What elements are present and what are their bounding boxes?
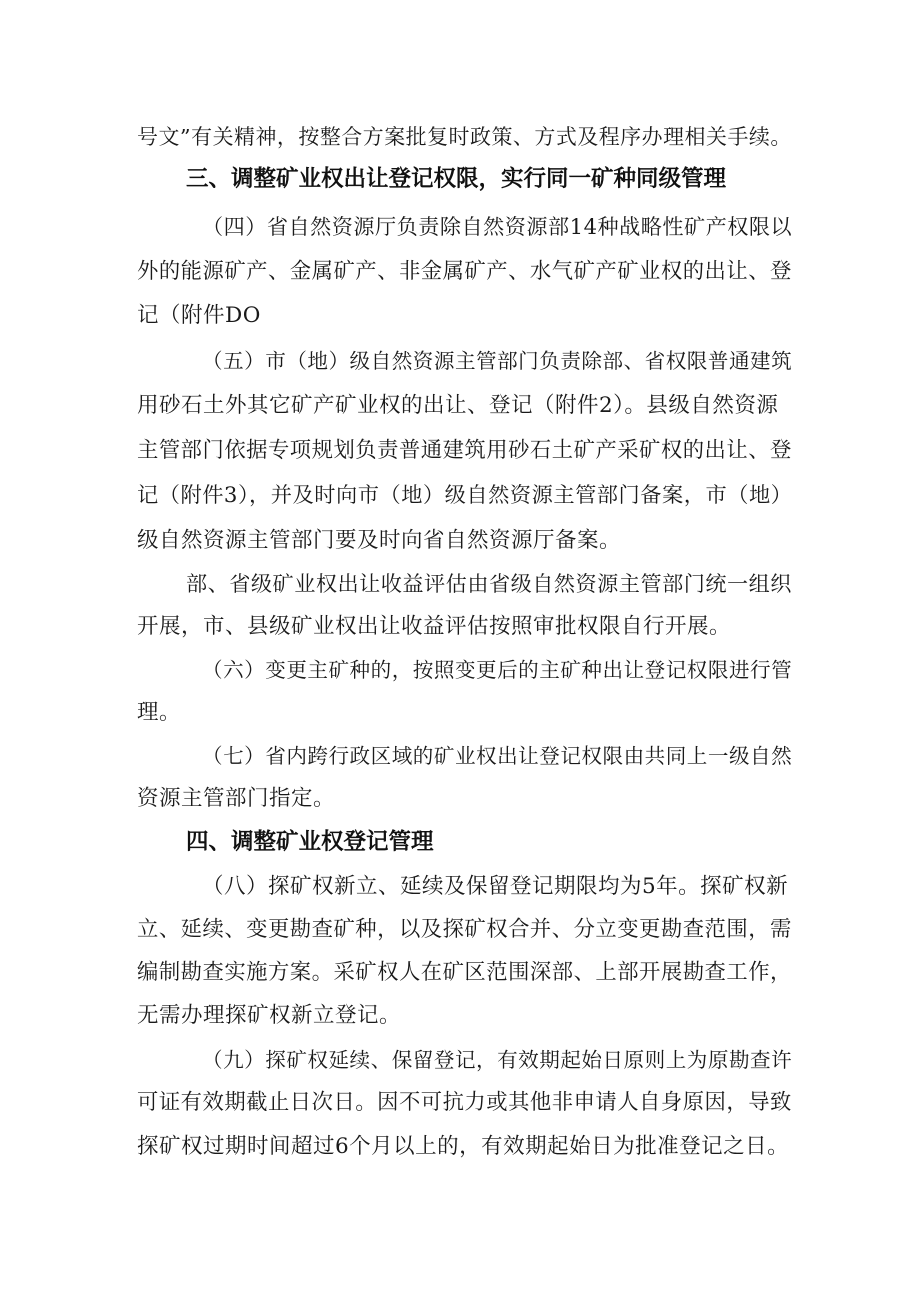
paragraph-line: （八）探矿权新立、延续及保留登记期限均为5年。探矿权新: [202, 874, 789, 899]
paragraph-line: 级自然资源主管部门要及时向省自然资源厅备案。: [137, 528, 622, 553]
section-4-heading: 四、调整矿业权登记管理: [186, 829, 434, 855]
paragraph-line: （六）变更主矿种的，按照变更后的主矿种出让登记权限进行管: [202, 658, 793, 682]
paragraph-line: 部、省级矿业权出让收益评估由省级自然资源主管部门统一组织: [186, 571, 792, 596]
paragraph-line: 用砂石土外其它矿产矿业权的出让、登记（附件2）。县级自然资源: [137, 393, 779, 418]
paragraph-line: （四）省自然资源厅负责除自然资源部14种战略性矿产权限以: [202, 214, 793, 239]
paragraph-line: 探矿权过期时间超过6个月以上的，有效期起始日为批准登记之日。: [137, 1134, 790, 1159]
paragraph-line: 无需办理探矿权新立登记。: [137, 1003, 402, 1028]
paragraph-line: 立、延续、变更勘查矿种，以及探矿权合并、分立变更勘查范围，需: [137, 917, 792, 942]
paragraph-line: 开展，市、县级矿业权出让收益评估按照审批权限自行开展。: [137, 614, 732, 639]
paragraph-line: 资源主管部门指定。: [137, 786, 336, 811]
paragraph-line: 理。: [137, 700, 182, 725]
continuation-line: 号文”有关精神，按整合方案批复时政策、方式及程序办理相关手续。: [137, 125, 792, 149]
paragraph-line: （五）市（地）级自然资源主管部门负责除部、省权限普通建筑: [202, 349, 793, 373]
section-3-heading: 三、调整矿业权出让登记权限，实行同一矿种同级管理: [186, 166, 727, 192]
paragraph-line: 记（附件3），并及时向市（地）级自然资源主管部门备案，市（地）: [137, 483, 793, 508]
paragraph-line: （七）省内跨行政区域的矿业权出让登记权限由共同上一级自然: [202, 744, 793, 768]
paragraph-line: 主管部门依据专项规划负责普通建筑用砂石土矿产采矿权的出让、登: [137, 438, 792, 463]
paragraph-line: 外的能源矿产、金属矿产、非金属矿产、水气矿产矿业权的出让、登: [137, 259, 792, 284]
paragraph-line: 记（附件DO: [137, 303, 261, 328]
paragraph-line: 编制勘查实施方案。采矿权人在矿区范围深部、上部开展勘查工作，: [137, 960, 792, 985]
paragraph-line: 可证有效期截止日次日。因不可抗力或其他非申请人自身原因，导致: [137, 1090, 792, 1115]
paragraph-line: （九）探矿权延续、保留登记，有效期起始日原则上为原勘查许: [202, 1048, 793, 1072]
